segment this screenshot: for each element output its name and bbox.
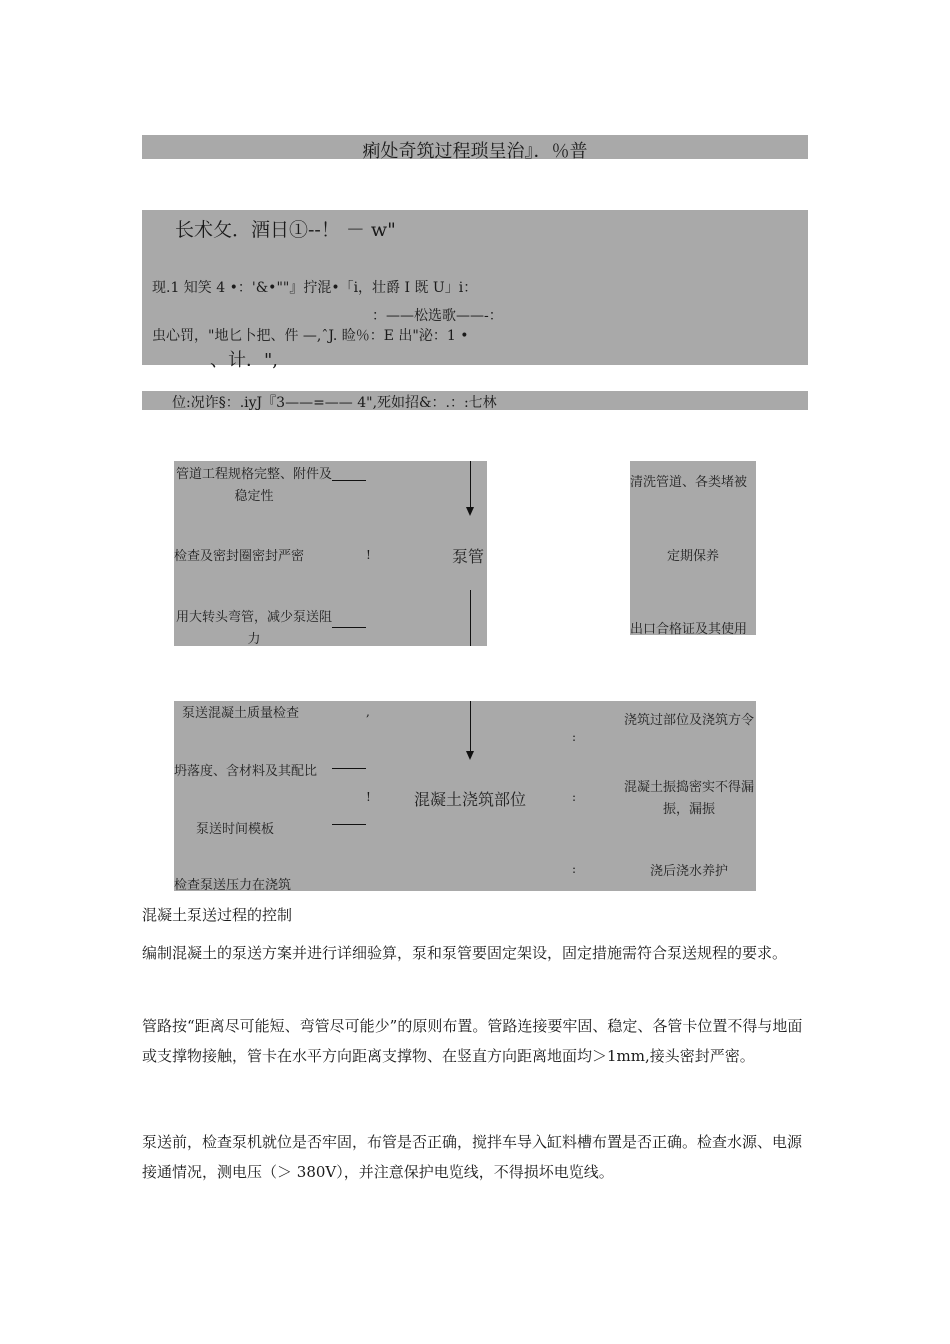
info-line-5: 、计．", [210,350,279,371]
status-bar-text: 位:况诈§：.iyJ『3——=—— 4",死如招&：.：:七林 [172,395,497,411]
flow-arrow-head [466,507,474,516]
paragraph-3: 泵送前，检查泵机就位是否牢固，布管是否正确，搅拌车导入缸料槽布置是否正确。检查水源、电源接通情况，测电压（＞ 380V），并注意保护电览线，不得损坏电览线。 [142,1133,803,1181]
connector-line [332,480,366,481]
flow-item-maintenance: 定期保养 [666,549,719,564]
connector-line [332,824,366,825]
flow-item-slump: 坍落度、含材料及其配比 [174,764,318,779]
flow-item-vibration: 混凝土振捣密实不得漏振，漏振 [623,780,754,817]
flow-arrow-line [470,461,471,509]
info-line-1: 长术攵．酒日①--！ － w" [175,219,396,241]
flow-item-pour-method: 浇筑过部位及浇筑方令 [623,713,754,728]
paragraph-1: 编制混凝土的泵送方案并进行详细验算，泵和泵管要固定架设，固定措施需符合泵送规程的要求。 [142,944,788,962]
connector-mark: : [572,862,577,876]
connector-line [332,768,366,769]
connector-mark: , [366,705,370,719]
info-line-3: ：——松选歌——-： [372,308,503,324]
flow-item-quality: 泵送混凝土质量检查 [182,706,300,721]
flow-item-seal-check: 检查及密封圈密封严密 [174,549,305,564]
flow-node-pour-location: 混凝土浇筑部位 [414,790,527,809]
section-heading: 混凝土泵送过程的控制 [142,906,293,924]
paragraph-2: 管路按“距离尽可能短、弯管尽可能少”的原则布置。管路连接要牢固、稳定、各管卡位置不得与地面或支撑物接触，管卡在水平方向距离支撑物、在竖直方向距离地面均＞1mm,接头密封严密。 [142,1017,803,1065]
connector-mark: ! [366,548,371,562]
flow-item-pipe-spec: 管道工程规格完整、附件及稳定性 [175,467,332,504]
flow-item-pressure: 检查泵送压力在浇筑 [174,878,292,893]
info-line-4: 虫心罚，"地匕卜把、件 —,ˆJ. 睑％：E 出"泌：1 • [152,328,469,344]
connector-mark: ! [366,790,371,804]
flow-arrow-line [470,701,471,753]
info-line-2: 现.1 知笑 4 •：'&•""』拧混•「i，壮爵 I 既 U」i： [152,280,478,296]
flow-item-formwork: 泵送时间模板 [196,822,275,837]
flow-item-clean: 清洗管道、各类堵被 [630,475,748,490]
flow-node-pump-pipe: 泵管 [452,547,485,566]
connector-mark: : [572,790,577,804]
flow-item-bend-reduce: 用大转头弯管，减少泵送阻力 [175,610,332,647]
flow-arrow-head [466,751,474,760]
document-title: 痢处奇筑过程琐呈治』．％普 [362,141,588,162]
connector-line [332,627,366,628]
flow-item-curing: 浇后浇水养护 [649,864,728,879]
connector-mark: : [572,730,577,744]
flow-item-certificate: 出口合格证及其使用 [630,622,748,637]
flow-arrow-line [470,590,471,646]
